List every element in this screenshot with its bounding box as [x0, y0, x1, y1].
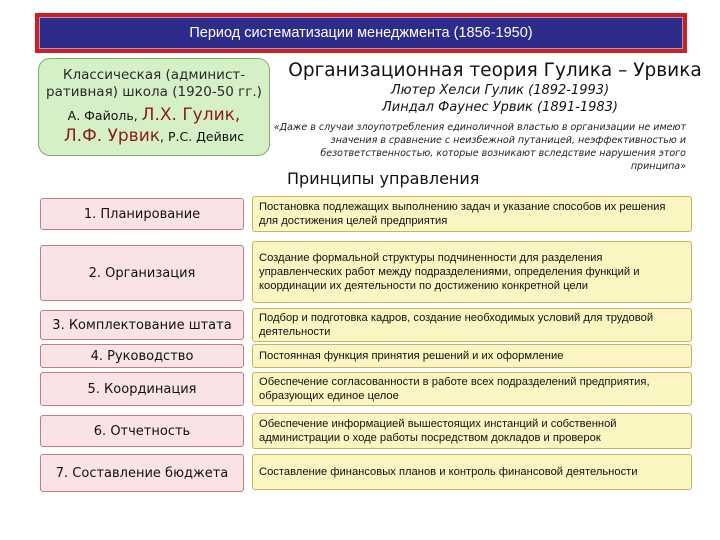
principle-description	[252, 372, 692, 406]
principle-description-text: Обеспечение согласованности в работе всех подразделений предприятия, образующих единое целое	[259, 376, 650, 402]
principle-description-text: Обеспечение информацией вышестоящих инстанций и собственной администрации о ходе работы посредством докладов и проверок	[259, 418, 617, 444]
name-fayol: А. Файоль,	[67, 108, 138, 123]
quote-line: безответственностью, которые возникают вследствие нарушения этого	[320, 148, 686, 159]
page-title: Период систематизации менеджмента (1856-1950)	[39, 17, 683, 49]
name-gulick: Л.Х. Гулик,	[141, 105, 241, 125]
quote-line: принципа»	[630, 161, 686, 172]
principle-description-text: Составление финансовых планов и контроль финансовой деятельности	[259, 466, 638, 478]
name-davis: , Р.С. Дейвис	[160, 129, 245, 144]
principle-description	[252, 308, 692, 342]
quote-line: значения в сравнение с неизбежной путаницей, неэффективностью и	[330, 135, 686, 146]
principle-description-text: Подбор и подготовка кадров, создание необходимых условий для трудовой деятельности	[259, 312, 654, 338]
classic-school-title	[39, 67, 269, 101]
principle-description	[252, 196, 692, 232]
classic-title-line1: Классическая (админист-	[62, 67, 246, 83]
principle-description-text: Постоянная функция принятия решений и их оформление	[259, 350, 564, 362]
classic-school-names	[39, 105, 269, 147]
unity-of-command-quote	[272, 121, 686, 173]
theory-authors	[300, 82, 700, 116]
principle-description	[252, 413, 692, 449]
principle-label: 4. Руководство	[40, 344, 244, 368]
principle-label: 2. Организация	[40, 245, 244, 301]
principles-title: Принципы управления	[287, 169, 480, 188]
principle-description-text: Постановка подлежащих выполнению задач и указание способов их решения для достижения целей предприятия	[259, 201, 666, 227]
header-banner	[35, 13, 687, 53]
principle-label: 7. Составление бюджета	[40, 454, 244, 492]
theory-title: Организационная теория Гулика – Урвика	[288, 60, 702, 81]
principle-label: 3. Комплектование штата	[40, 310, 244, 340]
principle-description	[252, 454, 692, 490]
principle-label: 1. Планирование	[40, 198, 244, 230]
classic-school-box	[38, 58, 270, 156]
principle-label: 6. Отчетность	[40, 415, 244, 447]
principle-label: 5. Координация	[40, 372, 244, 406]
principle-description	[252, 344, 692, 368]
name-urwick: Л.Ф. Урвик	[63, 126, 161, 146]
principle-description-text: Создание формальной структуры подчиненности для разделения управленческих работ между подразделениями, определения функций и координации их деятельности по достижению конкретной цели	[259, 252, 640, 292]
author-gulick: Лютер Хелси Гулик (1892-1993)	[390, 83, 610, 98]
quote-line: «Даже в случаи злоупотребления единоличной властью в организации не имеют	[273, 122, 686, 133]
classic-title-line2: ративная) школа (1920-50 гг.)	[46, 84, 262, 100]
principle-description	[252, 241, 692, 303]
author-urwick: Линдал Фаунес Урвик (1891-1983)	[381, 100, 619, 115]
